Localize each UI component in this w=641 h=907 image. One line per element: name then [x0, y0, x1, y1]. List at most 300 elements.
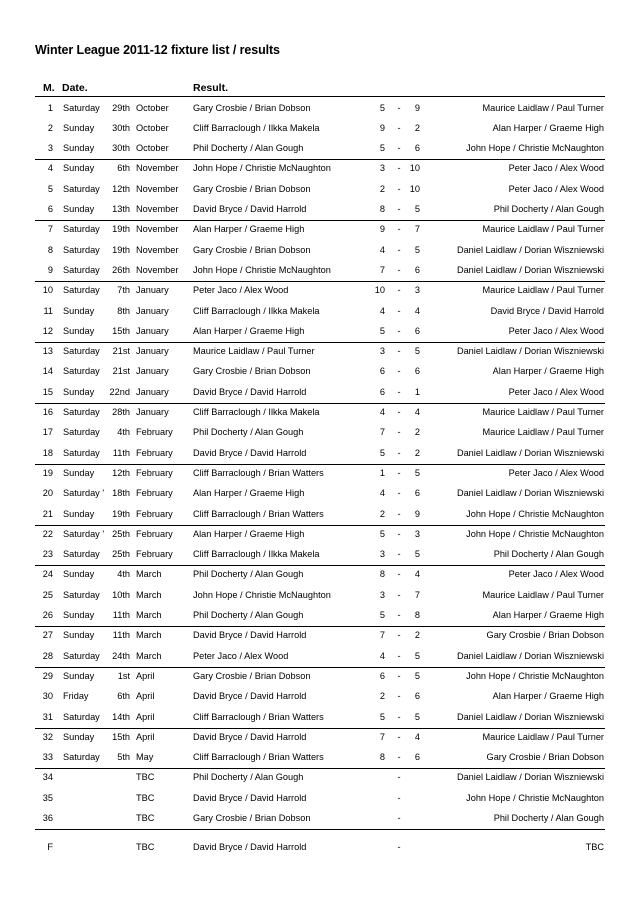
home-pair: Phil Docherty / Alan Gough: [193, 569, 304, 580]
table-row: [0, 99, 641, 119]
match-day: Sunday: [63, 204, 95, 214]
match-day: Saturday: [63, 549, 100, 560]
match-month: April: [136, 711, 155, 722]
table-row: [0, 505, 641, 525]
home-score: 8: [379, 752, 385, 763]
match-day: Sunday: [63, 731, 95, 742]
match-date: 21st: [112, 346, 130, 357]
score-dash: -: [397, 122, 401, 133]
away-score: 9: [414, 102, 420, 113]
home-score: 4: [379, 407, 385, 417]
match-month: February: [136, 467, 173, 478]
table-row: [0, 444, 641, 464]
match-number: 20: [42, 488, 53, 499]
table-row: [0, 768, 641, 788]
score-dash: -: [397, 841, 401, 852]
match-day: Sunday: [63, 467, 95, 478]
score-dash: -: [397, 488, 401, 499]
away-pair: Peter Jaco / Alex Wood: [508, 569, 604, 580]
match-month: TBC: [136, 772, 155, 783]
table-row: [0, 342, 641, 362]
home-score: 7: [379, 630, 385, 641]
table-row: [0, 200, 641, 220]
home-score: 3: [379, 163, 385, 174]
home-score: 6: [379, 386, 385, 397]
match-number: 6: [47, 204, 53, 214]
away-pair: Daniel Laidlaw / Dorian Wiszniewski: [456, 772, 604, 783]
match-number: 35: [42, 792, 53, 803]
table-row: [0, 119, 641, 139]
match-day: Sunday: [63, 163, 95, 174]
home-pair: Alan Harper / Graeme High: [193, 488, 305, 499]
match-month: November: [136, 264, 179, 275]
match-day: Saturday: [63, 183, 100, 194]
match-month: February: [136, 528, 173, 539]
home-pair: David Bryce / David Harrold: [193, 447, 307, 458]
table-row: [0, 708, 641, 728]
match-date: 29th: [112, 102, 130, 113]
score-dash: -: [397, 508, 401, 519]
match-date: 11th: [112, 447, 130, 458]
score-dash: -: [397, 264, 401, 275]
match-month: October: [136, 102, 169, 113]
score-dash: -: [397, 102, 401, 113]
table-row: [0, 809, 641, 829]
home-score: 6: [379, 366, 385, 377]
home-pair: Cliff Barraclough / Brian Watters: [193, 711, 324, 722]
home-score: 3: [379, 346, 385, 357]
match-month: April: [136, 731, 155, 742]
table-row: [0, 281, 641, 301]
match-day: Saturday: [63, 346, 100, 357]
match-number: 33: [42, 752, 53, 763]
away-pair: Peter Jaco / Alex Wood: [508, 386, 604, 397]
score-dash: -: [397, 204, 401, 214]
match-date: 28th: [112, 407, 130, 417]
away-score: 6: [414, 752, 420, 763]
home-pair: Cliff Barraclough / Ilkka Makela: [193, 407, 320, 417]
away-score: 10: [409, 183, 420, 194]
match-number: 17: [42, 427, 53, 438]
away-pair: John Hope / Christie McNaughton: [466, 508, 604, 519]
table-row: [0, 525, 641, 545]
score-dash: -: [397, 528, 401, 539]
home-pair: John Hope / Christie McNaughton: [193, 264, 331, 275]
away-score: 7: [414, 224, 420, 235]
match-date: 1st: [117, 670, 130, 681]
away-score: 5: [414, 549, 420, 560]
away-score: 5: [414, 650, 420, 661]
header-match-number: M.: [43, 82, 55, 94]
table-row: [0, 728, 641, 748]
match-day: Sunday: [63, 670, 95, 681]
home-pair: David Bryce / David Harrold: [193, 386, 307, 397]
away-score: 9: [414, 508, 420, 519]
score-dash: -: [397, 589, 401, 600]
home-pair: John Hope / Christie McNaughton: [193, 589, 331, 600]
table-row: [0, 261, 641, 281]
score-dash: -: [397, 427, 401, 438]
away-pair: Phil Docherty / Alan Gough: [493, 813, 604, 823]
home-score: 2: [379, 508, 385, 519]
match-day: Saturday: [63, 224, 100, 235]
match-month: January: [136, 407, 169, 417]
match-day: Sunday: [63, 569, 95, 580]
home-score: 2: [379, 691, 385, 702]
match-number: 12: [42, 325, 53, 336]
away-pair: John Hope / Christie McNaughton: [466, 792, 604, 803]
home-score: 8: [379, 204, 385, 214]
home-pair: Gary Crosbie / Brian Dobson: [193, 102, 311, 113]
home-score: 4: [379, 488, 385, 499]
match-date: 15th: [112, 325, 130, 336]
match-day: Saturday: [63, 447, 100, 458]
match-month: January: [136, 346, 169, 357]
home-score: 5: [379, 447, 385, 458]
match-day: Saturday: [63, 102, 100, 113]
score-dash: -: [397, 467, 401, 478]
table-row: [0, 647, 641, 667]
match-day: Saturday: [63, 589, 100, 600]
match-day: Sunday: [63, 508, 95, 519]
table-row: [0, 139, 641, 159]
home-pair: Cliff Barraclough / Brian Watters: [193, 752, 324, 763]
away-score: 4: [414, 569, 420, 580]
away-pair: Maurice Laidlaw / Paul Turner: [482, 224, 604, 235]
match-month: January: [136, 366, 169, 377]
match-number: 34: [42, 772, 53, 783]
match-date: 22nd: [109, 386, 130, 397]
match-date: 7th: [117, 285, 130, 296]
home-score: 5: [379, 610, 385, 620]
home-pair: Peter Jaco / Alex Wood: [193, 650, 289, 661]
score-dash: -: [397, 325, 401, 336]
score-dash: -: [397, 731, 401, 742]
home-score: 5: [379, 528, 385, 539]
home-pair: Cliff Barraclough / Ilkka Makela: [193, 549, 320, 560]
away-pair: Daniel Laidlaw / Dorian Wiszniewski: [456, 488, 604, 499]
home-score: 4: [379, 305, 385, 316]
home-score: 9: [379, 224, 385, 235]
match-date: 25th: [112, 528, 130, 539]
away-pair: Daniel Laidlaw / Dorian Wiszniewski: [456, 711, 604, 722]
home-pair: Alan Harper / Graeme High: [193, 528, 305, 539]
match-number: F: [47, 841, 53, 852]
away-score: 5: [414, 670, 420, 681]
match-month: February: [136, 427, 173, 438]
match-date: 19th: [112, 244, 130, 255]
away-pair: Maurice Laidlaw / Paul Turner: [482, 589, 604, 600]
away-score: 5: [414, 204, 420, 214]
home-pair: David Bryce / David Harrold: [193, 731, 307, 742]
header-divider: [35, 96, 605, 97]
match-number: 11: [43, 305, 53, 316]
match-month: February: [136, 447, 173, 458]
table-row: [0, 159, 641, 179]
match-number: 9: [47, 264, 53, 275]
away-pair: Alan Harper / Graeme High: [492, 610, 604, 620]
match-month: February: [136, 508, 173, 519]
table-row: [0, 545, 641, 565]
match-date: 15th: [112, 731, 130, 742]
match-month: November: [136, 163, 179, 174]
table-row: [0, 241, 641, 261]
match-number: 30: [42, 691, 53, 702]
home-score: 3: [379, 549, 385, 560]
table-row: [0, 626, 641, 646]
away-score: 2: [414, 447, 420, 458]
table-row: [0, 789, 641, 809]
score-dash: -: [397, 752, 401, 763]
table-row: [0, 565, 641, 585]
match-month: TBC: [136, 792, 155, 803]
score-dash: -: [397, 792, 401, 803]
score-dash: -: [397, 610, 401, 620]
home-pair: Peter Jaco / Alex Wood: [193, 285, 289, 296]
match-day: Saturday: [63, 427, 100, 438]
table-row: [0, 362, 641, 382]
match-day: Sunday: [63, 305, 95, 316]
match-date: 12th: [112, 183, 130, 194]
away-score: 6: [414, 143, 420, 154]
score-dash: -: [397, 366, 401, 377]
match-day: Saturday: [63, 407, 100, 417]
away-score: 2: [414, 427, 420, 438]
away-pair: David Bryce / David Harrold: [490, 305, 604, 316]
home-pair: Maurice Laidlaw / Paul Turner: [193, 346, 315, 357]
match-number: 23: [42, 549, 53, 560]
away-pair: Maurice Laidlaw / Paul Turner: [482, 285, 604, 296]
match-day: Saturday: [63, 264, 100, 275]
header-result: Result.: [193, 82, 229, 94]
away-pair: Alan Harper / Graeme High: [492, 366, 604, 377]
match-day: Saturday ': [63, 488, 105, 499]
match-number: 28: [42, 650, 53, 661]
match-number: 31: [42, 711, 53, 722]
match-number: 14: [42, 366, 53, 377]
away-pair: Peter Jaco / Alex Wood: [508, 163, 604, 174]
match-month: November: [136, 224, 179, 235]
match-number: 8: [47, 244, 53, 255]
home-pair: Gary Crosbie / Brian Dobson: [193, 670, 311, 681]
match-month: January: [136, 285, 169, 296]
match-month: February: [136, 488, 173, 499]
match-date: 10th: [112, 589, 130, 600]
home-score: 4: [379, 650, 385, 661]
header-date: Date.: [62, 82, 88, 94]
home-score: 5: [379, 102, 385, 113]
match-date: 11th: [112, 630, 130, 641]
match-day: Friday: [63, 691, 89, 702]
match-date: 24th: [112, 650, 130, 661]
home-score: 10: [374, 285, 385, 296]
match-number: 10: [42, 285, 53, 296]
match-date: 25th: [112, 549, 130, 560]
score-dash: -: [397, 670, 401, 681]
table-row: [0, 586, 641, 606]
away-pair: Alan Harper / Graeme High: [492, 122, 604, 133]
home-score: 5: [379, 711, 385, 722]
home-pair: John Hope / Christie McNaughton: [193, 163, 331, 174]
away-score: 10: [409, 163, 420, 174]
home-pair: Phil Docherty / Alan Gough: [193, 610, 304, 620]
match-date: 5th: [117, 752, 130, 763]
match-month: January: [136, 325, 169, 336]
match-month: March: [136, 650, 162, 661]
score-dash: -: [397, 163, 401, 174]
match-day: Saturday ': [63, 528, 105, 539]
match-number: 16: [42, 407, 53, 417]
match-date: 4th: [117, 427, 130, 438]
score-dash: -: [397, 346, 401, 357]
match-month: TBC: [136, 813, 155, 823]
match-month: February: [136, 549, 173, 560]
match-number: 15: [42, 386, 53, 397]
away-score: 2: [414, 122, 420, 133]
away-score: 4: [414, 305, 420, 316]
home-pair: Phil Docherty / Alan Gough: [193, 772, 304, 783]
match-date: 6th: [117, 163, 130, 174]
away-pair: Daniel Laidlaw / Dorian Wiszniewski: [456, 264, 604, 275]
match-date: 19th: [112, 224, 130, 235]
score-dash: -: [397, 630, 401, 641]
home-pair: Phil Docherty / Alan Gough: [193, 427, 304, 438]
away-score: 6: [414, 264, 420, 275]
table-row: [0, 464, 641, 484]
away-pair: Gary Crosbie / Brian Dobson: [486, 630, 604, 641]
away-pair: Peter Jaco / Alex Wood: [508, 467, 604, 478]
away-score: 5: [414, 244, 420, 255]
score-dash: -: [397, 285, 401, 296]
match-number: 3: [47, 143, 53, 154]
away-score: 6: [414, 366, 420, 377]
home-pair: Phil Docherty / Alan Gough: [193, 143, 304, 154]
group-divider: [35, 829, 605, 830]
match-day: Sunday: [63, 386, 95, 397]
away-pair: Gary Crosbie / Brian Dobson: [486, 752, 604, 763]
match-day: Saturday: [63, 285, 100, 296]
away-pair: TBC: [585, 841, 604, 852]
table-row: [0, 484, 641, 504]
match-month: March: [136, 630, 162, 641]
match-month: October: [136, 143, 169, 154]
away-score: 7: [414, 589, 420, 600]
match-month: March: [136, 569, 162, 580]
match-number: 29: [42, 670, 53, 681]
match-date: 6th: [117, 691, 130, 702]
away-pair: John Hope / Christie McNaughton: [466, 528, 604, 539]
table-row: [0, 403, 641, 423]
table-row: [0, 383, 641, 403]
away-pair: Phil Docherty / Alan Gough: [493, 204, 604, 214]
table-row: [0, 180, 641, 200]
match-number: 32: [42, 731, 53, 742]
away-score: 1: [414, 386, 420, 397]
away-score: 5: [414, 467, 420, 478]
match-day: Sunday: [63, 630, 95, 641]
match-day: Saturday: [63, 650, 100, 661]
table-row: [0, 667, 641, 687]
match-month: April: [136, 691, 155, 702]
match-date: 14th: [112, 711, 130, 722]
match-number: 24: [42, 569, 53, 580]
table-row: [0, 220, 641, 240]
away-pair: Maurice Laidlaw / Paul Turner: [482, 427, 604, 438]
match-number: 5: [47, 183, 53, 194]
score-dash: -: [397, 183, 401, 194]
score-dash: -: [397, 407, 401, 417]
home-score: 5: [379, 325, 385, 336]
away-score: 8: [414, 610, 420, 620]
home-pair: Gary Crosbie / Brian Dobson: [193, 183, 311, 194]
away-pair: Phil Docherty / Alan Gough: [493, 549, 604, 560]
home-score: 1: [379, 467, 385, 478]
away-pair: Alan Harper / Graeme High: [492, 691, 604, 702]
table-row: [0, 687, 641, 707]
match-day: Sunday: [63, 610, 95, 620]
score-dash: -: [397, 549, 401, 560]
away-score: 5: [414, 711, 420, 722]
match-day: Saturday: [63, 752, 100, 763]
home-score: 2: [379, 183, 385, 194]
home-score: 8: [379, 569, 385, 580]
home-pair: David Bryce / David Harrold: [193, 630, 307, 641]
match-number: 2: [47, 122, 53, 133]
match-number: 26: [42, 610, 53, 620]
match-month: November: [136, 204, 179, 214]
home-score: 7: [379, 264, 385, 275]
match-date: 4th: [117, 569, 130, 580]
match-month: April: [136, 670, 155, 681]
away-pair: Daniel Laidlaw / Dorian Wiszniewski: [456, 447, 604, 458]
table-row: [0, 302, 641, 322]
match-day: Saturday: [63, 244, 100, 255]
match-day: Saturday: [63, 366, 100, 377]
home-pair: David Bryce / David Harrold: [193, 792, 307, 803]
match-month: October: [136, 122, 169, 133]
score-dash: -: [397, 711, 401, 722]
score-dash: -: [397, 386, 401, 397]
match-number: 27: [42, 630, 53, 641]
match-month: TBC: [136, 841, 155, 852]
score-dash: -: [397, 813, 401, 823]
home-pair: Alan Harper / Graeme High: [193, 325, 305, 336]
home-score: 6: [379, 670, 385, 681]
away-pair: John Hope / Christie McNaughton: [466, 670, 604, 681]
away-pair: Peter Jaco / Alex Wood: [508, 325, 604, 336]
match-number: 21: [42, 508, 53, 519]
match-number: 1: [47, 102, 53, 113]
match-number: 7: [47, 224, 53, 235]
match-month: March: [136, 610, 162, 620]
score-dash: -: [397, 224, 401, 235]
home-pair: Cliff Barraclough / Ilkka Makela: [193, 122, 320, 133]
match-day: Saturday: [63, 711, 100, 722]
score-dash: -: [397, 244, 401, 255]
away-pair: John Hope / Christie McNaughton: [466, 143, 604, 154]
match-number: 22: [42, 528, 53, 539]
away-score: 6: [414, 488, 420, 499]
match-date: 19th: [112, 508, 130, 519]
table-row: [0, 748, 641, 768]
match-date: 18th: [112, 488, 130, 499]
score-dash: -: [397, 143, 401, 154]
home-pair: Cliff Barraclough / Brian Watters: [193, 467, 324, 478]
match-month: May: [136, 752, 154, 763]
match-number: 4: [47, 163, 53, 174]
away-score: 3: [414, 285, 420, 296]
home-pair: Cliff Barraclough / Brian Watters: [193, 508, 324, 519]
